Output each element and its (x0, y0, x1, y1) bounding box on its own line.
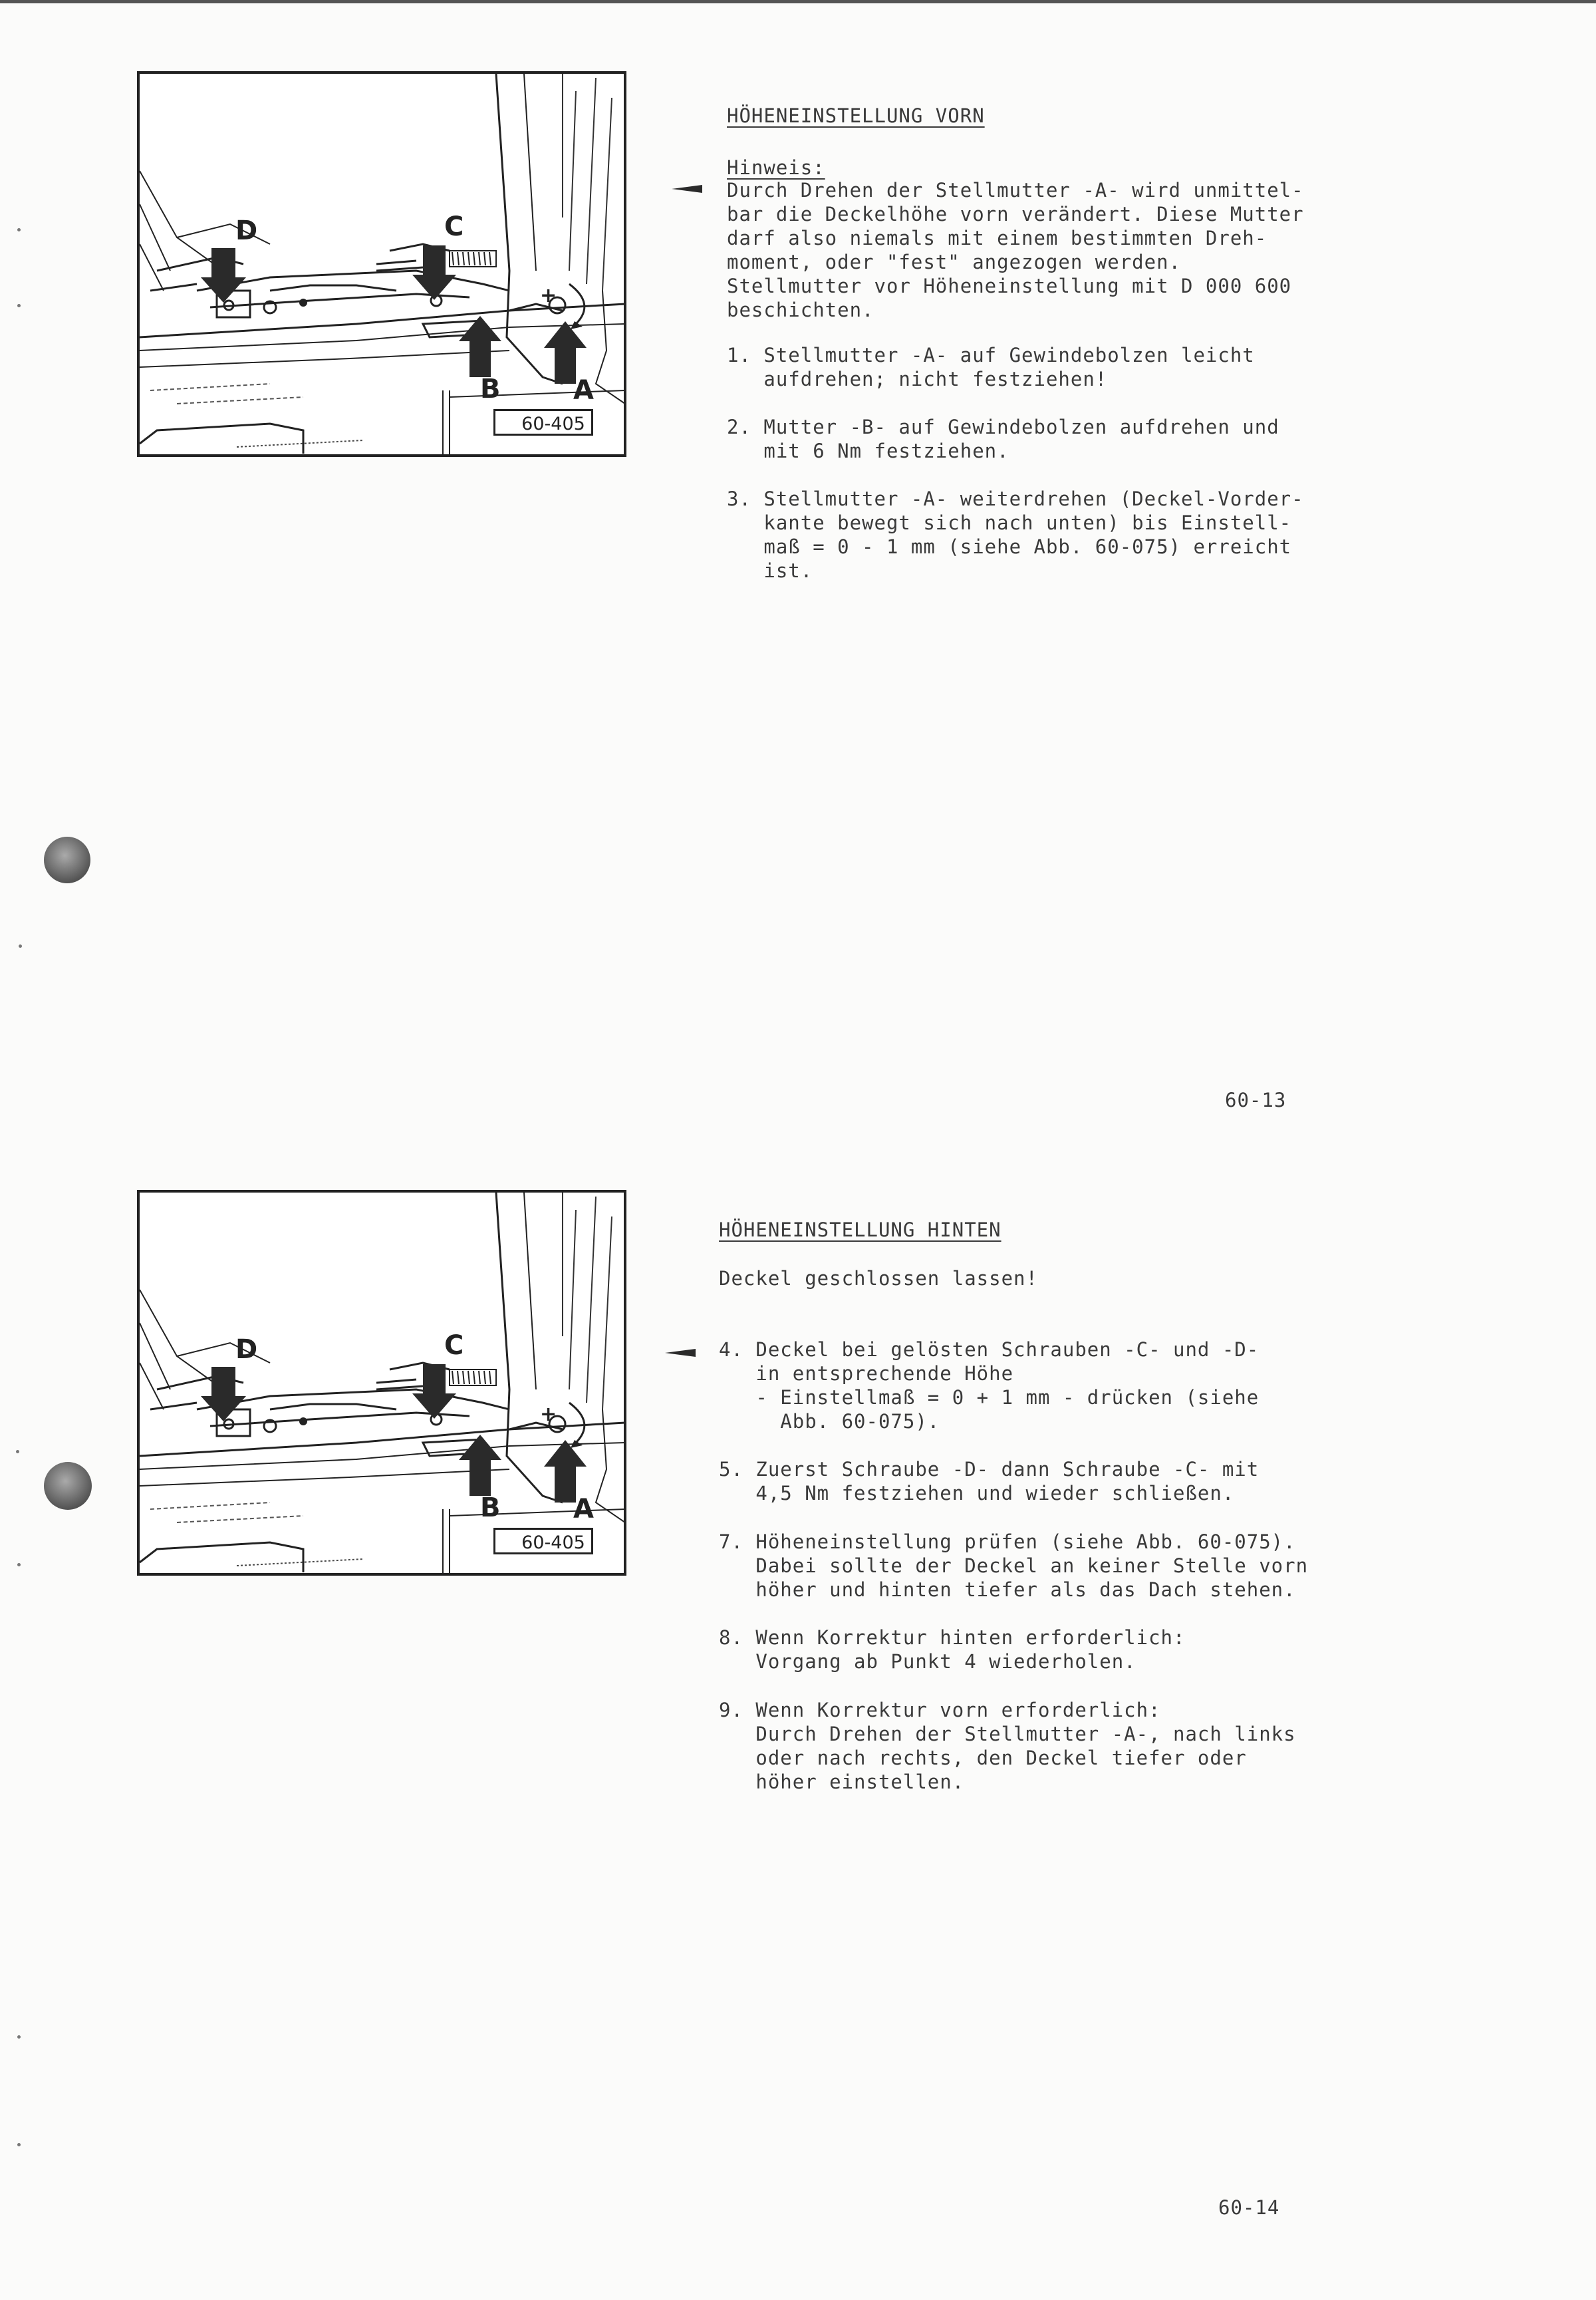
step-9: 9. Wenn Korrektur vorn erforderlich: Durch Drehen der Stellmutter -A-, nach links oder nach rechts, den Deckel tiefer oder höher einstellen. (719, 1699, 1296, 1793)
step-3: 3. Stellmutter -A- weiterdrehen (Deckel-Vorder- kante bewegt sich nach unten) bis Einstell- maß = 0 - 1 mm (siehe Abb. 60-075) erreicht ist. (727, 488, 1304, 582)
label-a: A (573, 375, 594, 406)
hinweis-title: Hinweis: (727, 156, 825, 179)
label-b: B (480, 374, 501, 404)
step-5: 5. Zuerst Schraube -D- dann Schraube -C- mit 4,5 Nm festziehen und wieder schließen. (719, 1458, 1260, 1505)
page-number-top: 60-13 (1225, 1089, 1287, 1111)
mechanism-drawing (137, 1190, 626, 1576)
figure-front-adjustment (137, 71, 626, 457)
scan-speck (17, 228, 21, 231)
scan-speck (17, 304, 21, 307)
scan-speck (19, 944, 22, 948)
mechanism-drawing (137, 71, 626, 457)
label-d: D (235, 1334, 258, 1365)
heading-rear: HÖHENEINSTELLUNG HINTEN (719, 1219, 1001, 1241)
scan-speck (17, 2143, 21, 2146)
margin-pointer-icon (672, 185, 702, 193)
scan-top-border (0, 0, 1596, 3)
scan-speck (17, 2035, 21, 2039)
scan-speck (17, 1563, 21, 1566)
scan-speck (16, 1450, 19, 1453)
label-b: B (480, 1493, 501, 1523)
heading-front: HÖHENEINSTELLUNG VORN (727, 104, 985, 127)
label-plus: + (540, 1403, 557, 1426)
punch-hole-bottom (44, 1462, 92, 1510)
figure-code: 60-405 (493, 409, 593, 436)
step-1: 1. Stellmutter -A- auf Gewindebolzen leicht aufdrehen; nicht festziehen! (727, 344, 1255, 390)
step-2: 2. Mutter -B- auf Gewindebolzen aufdrehen und mit 6 Nm festziehen. (727, 416, 1279, 462)
hinweis-text: Durch Drehen der Stellmutter -A- wird unmittel- bar die Deckelhöhe vorn verändert. Diese Mutter darf also niemals mit einem bestimmten Dreh- moment, oder "fest" angezogen werden. Stellmutter vor Höheneinstellung mit D 000 600 beschichten. (727, 179, 1304, 321)
figure-rear-adjustment (137, 1190, 626, 1576)
step-7: 7. Höheneinstellung prüfen (siehe Abb. 60-075). Dabei sollte der Deckel an keiner Stelle vorn höher und hinten tiefer als das Dach stehen. (719, 1530, 1309, 1601)
label-plus: + (540, 284, 557, 307)
margin-pointer-icon (665, 1349, 696, 1357)
page-number-bottom: 60-14 (1218, 2196, 1280, 2219)
punch-hole-top (44, 837, 90, 883)
label-c: C (444, 1330, 464, 1361)
intro-text: Deckel geschlossen lassen! (719, 1267, 1038, 1290)
label-d: D (235, 216, 258, 246)
step-8: 8. Wenn Korrektur hinten erforderlich: Vorgang ab Punkt 4 wiederholen. (719, 1626, 1186, 1673)
figure-code: 60-405 (493, 1528, 593, 1554)
label-a: A (573, 1494, 594, 1524)
step-4: 4. Deckel bei gelösten Schrauben -C- und -D- in entsprechende Höhe - Einstellmaß = 0 + 1 mm - drücken (siehe Abb. 60-075). (719, 1338, 1260, 1433)
label-c: C (444, 212, 464, 242)
